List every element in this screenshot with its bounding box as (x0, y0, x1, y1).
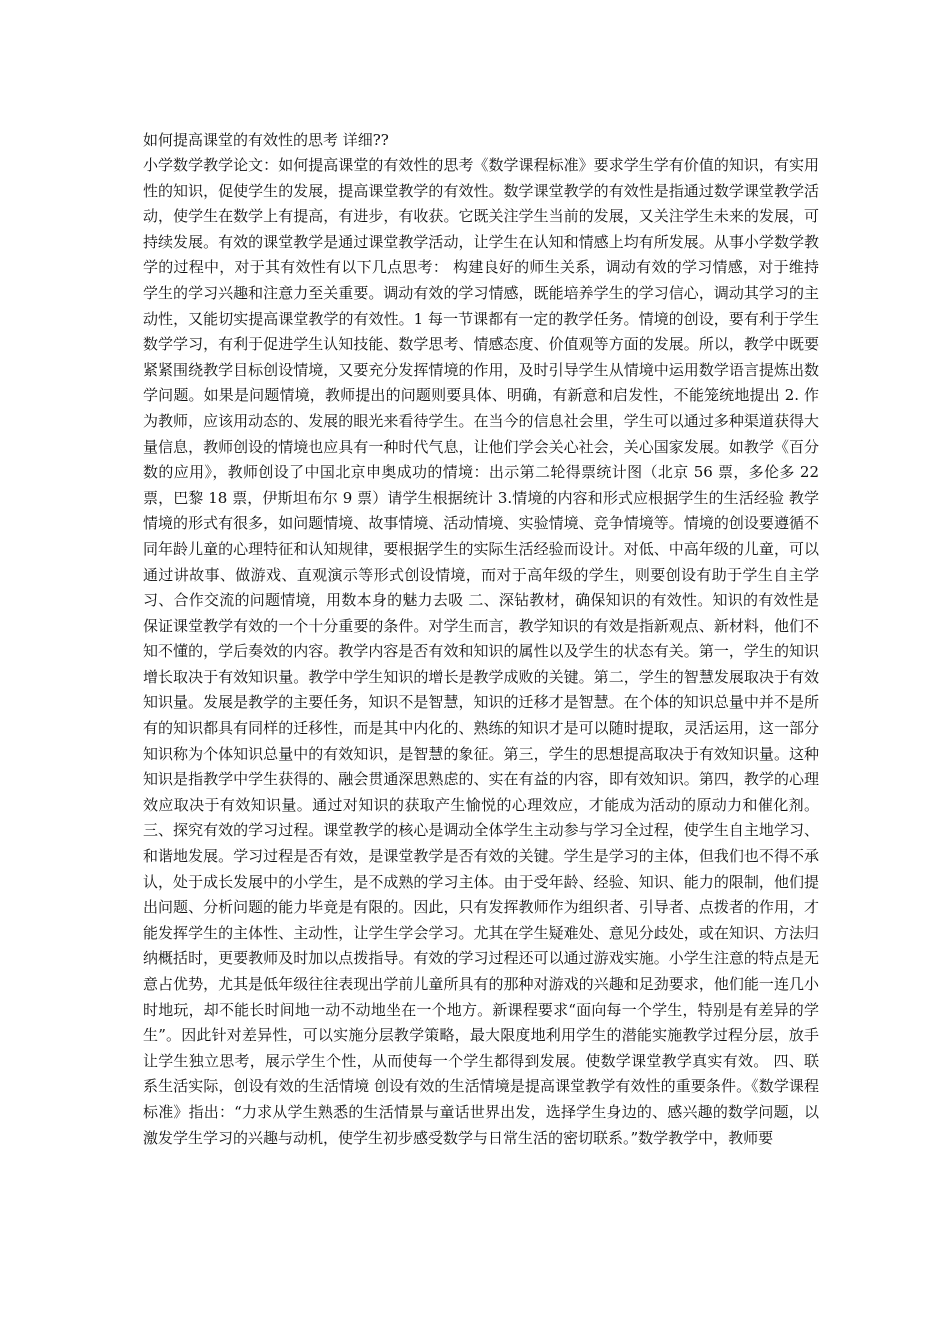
document-title: 如何提高课堂的有效性的思考 详细?? (143, 131, 389, 149)
document-body-text: 小学数学教学论文：如何提高课堂的有效性的思考《数学课程标准》要求学生学有价值的知识，有实用性的知识，促使学生的发展，提高课堂教学的有效性。数学课堂教学的有效性是指通过数学课堂教学活动，使学生在数学上有提高，有进步，有收获。它既关注学生当前的发展，又关注学生未来的发展，可持续发展。有效的课堂教学是通过课堂教学活动，让学生在认知和情感上均有所发展。从事小学数学教学的过程中，对于其有效性有以下几点思考： 构建良好的师生关系，调动有效的学习情感，对于维持学生的学习兴趣和注意力至关重要。调动有效的学习情感，既能培养学生的学习信心，调动其学习的主动性，又能切实提高课堂教学的有效性。1 每一节课都有一定的教学任务。情境的创设，要有利于学生数学学习，有利于促进学生认知技能、数学思考、情感态度、价值观等方面的发展。所以，教学中既要紧紧围绕教学目标创设情境，又要充分发挥情境的作用，及时引导学生从情境中运用数学语言提炼出数学问题。如果是问题情境，教师提出的问题则要具体、明确，有新意和启发性，不能笼统地提出 2. 作为教师，应该用动态的、发展的眼光来看待学生。在当今的信息社会里，学生可以通过多种渠道获得大量信息，教师创设的情境也应具有一种时代气息，让他们学会关心社会，关心国家发展。如教学《百分数的应用》，教师创设了中国北京申奥成功的情境：出示第二轮得票统计图（北京 56 票，多伦多 22 票，巴黎 18 票，伊斯坦布尔 9 票）请学生根据统计 3.情境的内容和形式应根据学生的生活经验 教学情境的形式有很多，如问题情境、故事情境、活动情境、实验情境、竞争情境等。情境的创设要遵循不同年龄儿童的心理特征和认知规律，要根据学生的实际生活经验而设计。对低、中高年级的儿童，可以通过讲故事、做游戏、直观演示等形式创设情境，而对于高年级的学生，则要创设有助于学生自主学习、合作交流的问题情境，用数本身的魅力去吸 二、深钻教材，确保知识的有效性。知识的有效性是保证课堂教学有效的一个十分重要的条件。对学生而言，教学知识的有效是指新观点、新材料，他们不知不懂的，学后奏效的内容。教学内容是否有效和知识的属性以及学生的状态有关。第一，学生的知识增长取决于有效知识量。教学中学生知识的增长是教学成败的关键。第二，学生的智慧发展取决于有效知识量。发展是教学的主要任务，知识不是智慧，知识的迁移才是智慧。在个体的知识总量中并不是所有的知识都具有同样的迁移性，而是其中内化的、熟练的知识才是可以随时提取，灵活运用，这一部分知识称为个体知识总量中的有效知识，是智慧的象征。第三，学生的思想提高取决于有效知识量。这种知识是指教学中学生获得的、融会贯通深思熟虑的、实在有益的内容，即有效知识。第四，教学的心理效应取决于有效知识量。通过对知识的获取产生愉悦的心理效应，才能成为活动的原动力和催化剂。三、探究有效的学习过程。课堂教学的核心是调动全体学生主动参与学习全过程，使学生自主地学习、和谐地发展。学习过程是否有效，是课堂教学是否有效的关键。学生是学习的主体，但我们也不得不承认，处于成长发展中的小学生，是不成熟的学习主体。由于受年龄、经验、知识、能力的限制，他们提出问题、分析问题的能力毕竟是有限的。因此，只有发挥教师作为组织者、引导者、点拨者的作用，才能发挥学生的主体性、主动性，让学生学会学习。尤其在学生疑难处、意见分歧处，或在知识、方法归纳概括时，更要教师及时加以点拨指导。有效的学习过程还可以通过游戏实施。小学生注意的特点是无意占优势，尤其是低年级往往表现出学前儿童所具有的那种对游戏的兴趣和足劲要求，他们能一连几小时地玩，却不能长时间地一动不动地坐在一个地方。新课程要求“面向每一个学生，特别是有差异的学生”。因此针对差异性，可以实施分层教学策略，最大限度地利用学生的潜能实施教学过程分层，放手让学生独立思考，展示学生个性，从而使每一个学生都得到发展。使数学课堂教学真实有效。 四、联系生活实际，创设有效的生活情境 创设有效的生活情境是提高课堂教学有效性的重要条件。《数学课程标准》指出：“力求从学生熟悉的生活情景与童话世界出发，选择学生身边的、感兴趣的数学问题，以激发学生学习的兴趣与动机，使学生初步感受数学与日常生活的密切联系。”数学教学中，教师要 (143, 156, 819, 1147)
